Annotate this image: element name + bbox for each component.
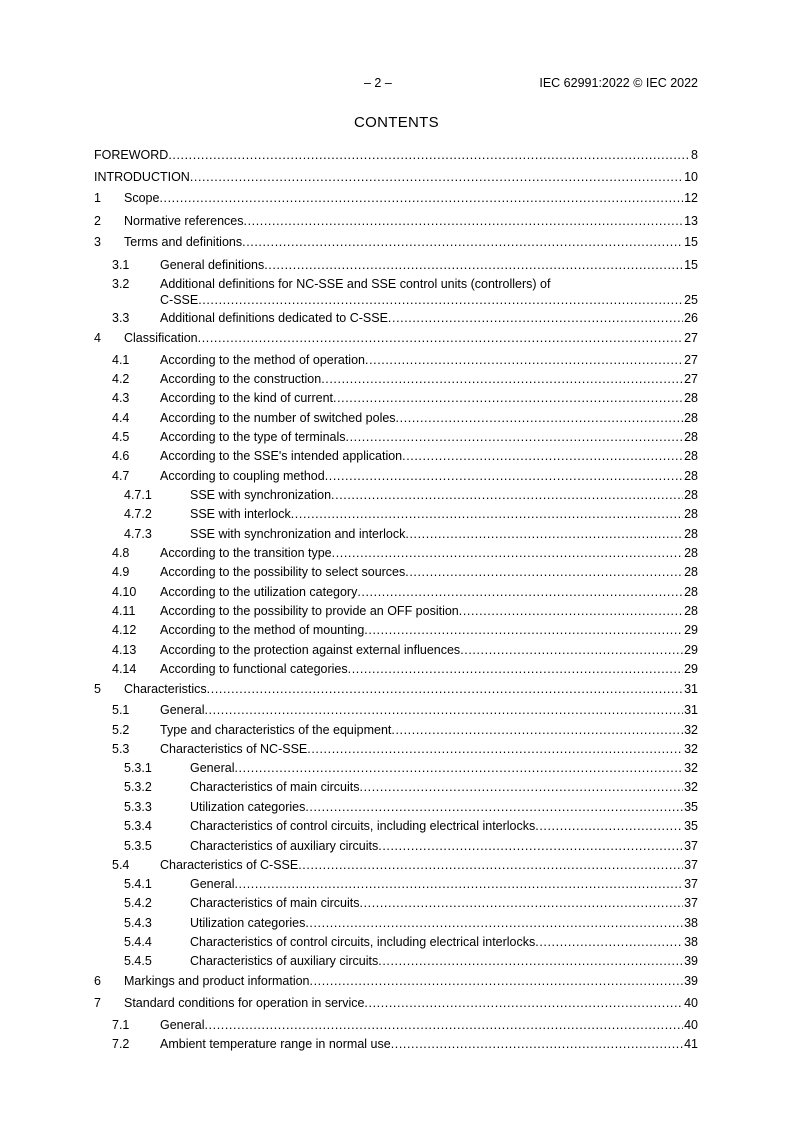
page-header bbox=[0, 76, 793, 92]
toc-entry-title: Characteristics of control circuits, including electrical interlocks bbox=[190, 819, 536, 833]
toc-entry-page: 28 bbox=[684, 411, 698, 425]
dot-leader bbox=[234, 760, 683, 776]
toc-entry-title: According to the protection against external influences bbox=[160, 643, 461, 657]
dot-leader bbox=[333, 390, 683, 406]
toc-entry[interactable] bbox=[94, 352, 698, 368]
toc-entry-page: 27 bbox=[684, 353, 698, 367]
toc-entry-title: According to the method of mounting bbox=[160, 623, 365, 637]
toc-entry-number: 4.6 bbox=[112, 449, 130, 463]
dot-leader bbox=[234, 876, 683, 892]
toc-entry-page: 28 bbox=[684, 527, 698, 541]
toc-entry-title: According to the possibility to select sources bbox=[160, 565, 406, 579]
toc-entry-number: 5.4.3 bbox=[124, 916, 152, 930]
toc-entry-title: Normative references bbox=[124, 214, 244, 228]
toc-entry[interactable] bbox=[94, 681, 698, 697]
dot-leader bbox=[305, 799, 683, 815]
toc-entry-page: 15 bbox=[684, 258, 698, 272]
toc-entry-number: 6 bbox=[94, 974, 101, 988]
toc-entry[interactable] bbox=[94, 330, 698, 346]
toc-entry[interactable] bbox=[94, 213, 698, 229]
toc-entry[interactable] bbox=[94, 818, 698, 834]
toc-entry[interactable] bbox=[94, 779, 698, 795]
toc-entry-number: 4.3 bbox=[112, 391, 130, 405]
toc-entry[interactable] bbox=[94, 1017, 698, 1033]
toc-entry-title: According to functional categories bbox=[160, 662, 348, 676]
dot-leader bbox=[346, 429, 684, 445]
toc-entry-page: 10 bbox=[684, 170, 698, 184]
toc-entry-number: 5.4.4 bbox=[124, 935, 152, 949]
toc-entry-page: 28 bbox=[684, 546, 698, 560]
toc-entry[interactable] bbox=[94, 468, 698, 484]
toc-entry[interactable] bbox=[94, 487, 698, 503]
toc-entry[interactable] bbox=[94, 915, 698, 931]
toc-entry-title: Characteristics of auxiliary circuits bbox=[190, 839, 379, 853]
toc-entry-number: 3 bbox=[94, 235, 101, 249]
toc-entry[interactable] bbox=[94, 390, 698, 406]
dot-leader bbox=[460, 642, 683, 658]
toc-entry-page: 37 bbox=[684, 877, 698, 891]
toc-entry[interactable] bbox=[94, 147, 698, 163]
toc-entry-title: According to the construction bbox=[160, 372, 322, 386]
toc-entry-page: 39 bbox=[684, 974, 698, 988]
toc-entry-page: 37 bbox=[684, 858, 698, 872]
toc-entry-title: Characteristics of C-SSE bbox=[160, 858, 299, 872]
toc-entry-title: C-SSE bbox=[160, 293, 199, 307]
toc-entry-title: SSE with interlock bbox=[190, 507, 291, 521]
dot-leader bbox=[198, 330, 683, 346]
toc-entry-page: 15 bbox=[684, 235, 698, 249]
dot-leader bbox=[244, 213, 684, 229]
toc-entry-page: 32 bbox=[684, 723, 698, 737]
toc-entry-number: 4.7 bbox=[112, 469, 130, 483]
toc-entry-page: 32 bbox=[684, 761, 698, 775]
toc-entry-title: According to the SSE's intended application bbox=[160, 449, 403, 463]
toc-entry-title: Characteristics of main circuits bbox=[190, 780, 360, 794]
toc-entry-page: 28 bbox=[684, 449, 698, 463]
toc-entry-title: Characteristics of auxiliary circuits bbox=[190, 954, 379, 968]
toc-entry[interactable] bbox=[94, 622, 698, 638]
toc-entry-number: 3.2 bbox=[112, 277, 130, 291]
toc-entry-page: 39 bbox=[684, 954, 698, 968]
toc-entry-title: Terms and definitions bbox=[124, 235, 243, 249]
toc-entry-page: 28 bbox=[684, 604, 698, 618]
toc-entry[interactable] bbox=[94, 876, 698, 892]
toc-entry-number: 3.1 bbox=[112, 258, 130, 272]
page-title: CONTENTS bbox=[354, 114, 439, 131]
toc-entry[interactable] bbox=[94, 642, 698, 658]
toc-entry-number: 4 bbox=[94, 331, 101, 345]
toc-entry-number: 5.3.2 bbox=[124, 780, 152, 794]
dot-leader bbox=[357, 584, 683, 600]
toc-entry-number: 7 bbox=[94, 996, 101, 1010]
toc-entry-title: Markings and product information bbox=[124, 974, 310, 988]
toc-entry-number: 4.4 bbox=[112, 411, 130, 425]
toc-entry-title: According to the possibility to provide an OFF position bbox=[160, 604, 459, 618]
toc-entry-title: According to the kind of current bbox=[160, 391, 334, 405]
toc-entry-page: 27 bbox=[684, 331, 698, 345]
dot-leader bbox=[331, 487, 683, 503]
toc-entry-title: According to the number of switched poles bbox=[160, 411, 396, 425]
toc-entry-title: According to coupling method bbox=[160, 469, 325, 483]
toc-entry-number: 5.3.1 bbox=[124, 761, 152, 775]
toc-entry-title: Characteristics of main circuits bbox=[190, 896, 360, 910]
toc-entry-page: 28 bbox=[684, 488, 698, 502]
dot-leader bbox=[459, 603, 683, 619]
toc-entry-page: 28 bbox=[684, 565, 698, 579]
toc-entry[interactable] bbox=[94, 526, 698, 542]
toc-entry-number: 5.4.2 bbox=[124, 896, 152, 910]
toc-entry-page: 38 bbox=[684, 935, 698, 949]
dot-leader bbox=[307, 741, 683, 757]
dot-leader bbox=[402, 448, 683, 464]
dot-leader bbox=[198, 292, 683, 308]
toc-entry[interactable] bbox=[94, 722, 698, 738]
toc-entry[interactable] bbox=[94, 584, 698, 600]
toc-entry[interactable] bbox=[94, 276, 698, 308]
dot-leader bbox=[159, 190, 683, 206]
toc-entry-page: 41 bbox=[684, 1037, 698, 1051]
toc-entry-page: 29 bbox=[684, 643, 698, 657]
dot-leader bbox=[360, 895, 684, 911]
toc-entry-title: Characteristics of control circuits, including electrical interlocks bbox=[190, 935, 536, 949]
toc-entry-page: 28 bbox=[684, 507, 698, 521]
toc-entry-title: Utilization categories bbox=[190, 916, 306, 930]
toc-entry-page: 25 bbox=[684, 293, 698, 307]
toc-entry-title: SSE with synchronization bbox=[190, 488, 332, 502]
dot-leader bbox=[364, 995, 683, 1011]
toc-entry[interactable] bbox=[94, 429, 698, 445]
dot-leader bbox=[391, 1036, 683, 1052]
dot-leader bbox=[291, 506, 683, 522]
toc-entry[interactable] bbox=[94, 190, 698, 206]
dot-leader bbox=[365, 352, 683, 368]
toc-entry-page: 28 bbox=[684, 391, 698, 405]
toc-entry-page: 32 bbox=[684, 780, 698, 794]
toc-entry-title: Classification bbox=[124, 331, 198, 345]
toc-entry-number: 5.3.5 bbox=[124, 839, 152, 853]
toc-entry-title: According to the transition type bbox=[160, 546, 332, 560]
toc-entry-title: Type and characteristics of the equipment bbox=[160, 723, 392, 737]
dot-leader bbox=[168, 147, 690, 163]
toc-entry-page: 29 bbox=[684, 662, 698, 676]
toc-entry-title: Standard conditions for operation in service bbox=[124, 996, 365, 1010]
toc-entry-page: 27 bbox=[684, 372, 698, 386]
toc-entry-page: 35 bbox=[684, 819, 698, 833]
toc-entry[interactable] bbox=[94, 410, 698, 426]
toc-entry-page: 29 bbox=[684, 623, 698, 637]
toc-entry-page: 28 bbox=[684, 469, 698, 483]
toc-entry-page: 31 bbox=[684, 682, 698, 696]
dot-leader bbox=[405, 564, 683, 580]
toc-entry[interactable] bbox=[94, 371, 698, 387]
toc-entry-title: FOREWORD bbox=[94, 148, 169, 162]
toc-entry-page: 26 bbox=[684, 311, 698, 325]
toc-entry[interactable] bbox=[94, 564, 698, 580]
toc-entry-title: General bbox=[160, 1018, 205, 1032]
toc-entry[interactable] bbox=[94, 169, 698, 185]
toc-entry-number: 2 bbox=[94, 214, 101, 228]
toc-entry-number: 4.5 bbox=[112, 430, 130, 444]
toc-entry-page: 31 bbox=[684, 703, 698, 717]
toc-entry-title: Additional definitions dedicated to C-SSE bbox=[160, 311, 388, 325]
toc-entry[interactable] bbox=[94, 838, 698, 854]
toc-entry[interactable] bbox=[94, 506, 698, 522]
toc-entry-number: 4.13 bbox=[112, 643, 137, 657]
toc-entry-page: 38 bbox=[684, 916, 698, 930]
toc-entry[interactable] bbox=[94, 234, 698, 250]
toc-entry[interactable] bbox=[94, 973, 698, 989]
toc-entry-page: 40 bbox=[684, 996, 698, 1010]
toc-entry-number: 5.3 bbox=[112, 742, 130, 756]
dot-leader bbox=[321, 371, 683, 387]
dot-leader bbox=[364, 622, 683, 638]
toc-entry[interactable] bbox=[94, 1036, 698, 1052]
toc-entry-title: According to the type of terminals bbox=[160, 430, 346, 444]
dot-leader bbox=[535, 934, 683, 950]
toc-entry-title: Scope bbox=[124, 191, 160, 205]
dot-leader bbox=[204, 1017, 683, 1033]
dot-leader bbox=[396, 410, 684, 426]
toc-entry-number: 4.9 bbox=[112, 565, 130, 579]
toc-entry-page: 13 bbox=[684, 214, 698, 228]
toc-entry-number: 4.8 bbox=[112, 546, 130, 560]
toc-entry-page: 28 bbox=[684, 430, 698, 444]
dot-leader bbox=[207, 681, 683, 697]
dot-leader bbox=[348, 661, 683, 677]
toc-entry-number: 5.4.5 bbox=[124, 954, 152, 968]
dot-leader bbox=[391, 722, 683, 738]
toc-entry[interactable] bbox=[94, 257, 698, 273]
toc-entry-number: 5.4.1 bbox=[124, 877, 152, 891]
toc-entry-title: Ambient temperature range in normal use bbox=[160, 1037, 391, 1051]
dot-leader bbox=[378, 838, 683, 854]
toc-entry[interactable] bbox=[94, 760, 698, 776]
toc-entry[interactable] bbox=[94, 741, 698, 757]
toc-entry-page: 12 bbox=[684, 191, 698, 205]
toc-entry-number: 5.2 bbox=[112, 723, 130, 737]
toc-entry-number: 7.2 bbox=[112, 1037, 130, 1051]
toc-entry[interactable] bbox=[94, 953, 698, 969]
toc-entry-number: 4.11 bbox=[112, 604, 136, 618]
toc-entry-number: 4.7.2 bbox=[124, 507, 152, 521]
toc-entry[interactable] bbox=[94, 702, 698, 718]
toc-entry-title: INTRODUCTION bbox=[94, 170, 190, 184]
toc-entry[interactable] bbox=[94, 448, 698, 464]
toc-entry[interactable] bbox=[94, 310, 698, 326]
toc-entry-number: 4.2 bbox=[112, 372, 130, 386]
toc-entry-title: General bbox=[190, 761, 235, 775]
toc-entry[interactable] bbox=[94, 603, 698, 619]
toc-entry-title: Utilization categories bbox=[190, 800, 306, 814]
toc-entry-number: 1 bbox=[94, 191, 101, 205]
toc-entry-number: 5.3.4 bbox=[124, 819, 152, 833]
toc-entry[interactable] bbox=[94, 545, 698, 561]
toc-entry[interactable] bbox=[94, 857, 698, 873]
toc-entry-page: 28 bbox=[684, 585, 698, 599]
toc-entry-page: 37 bbox=[684, 839, 698, 853]
toc-entry-title-line: Additional definitions for NC-SSE and SSE control units (controllers) of bbox=[160, 277, 551, 291]
toc-entry-title: Characteristics of NC-SSE bbox=[160, 742, 308, 756]
toc-entry-title: According to the method of operation bbox=[160, 353, 365, 367]
toc-entry[interactable] bbox=[94, 995, 698, 1011]
dot-leader bbox=[378, 953, 683, 969]
toc-entry-number: 5.3.3 bbox=[124, 800, 152, 814]
dot-leader bbox=[405, 526, 683, 542]
toc-entry-number: 4.10 bbox=[112, 585, 137, 599]
toc-entry-page: 40 bbox=[684, 1018, 698, 1032]
dot-leader bbox=[332, 545, 683, 561]
dot-leader bbox=[305, 915, 683, 931]
toc-entry-number: 3.3 bbox=[112, 311, 130, 325]
toc-entry-title: General bbox=[160, 703, 205, 717]
toc-entry-title: Characteristics bbox=[124, 682, 207, 696]
toc-entry[interactable] bbox=[94, 799, 698, 815]
dot-leader bbox=[264, 257, 683, 273]
toc-entry-title: General bbox=[190, 877, 235, 891]
dot-leader bbox=[310, 973, 684, 989]
dot-leader bbox=[360, 779, 684, 795]
toc-entry[interactable] bbox=[94, 934, 698, 950]
toc-entry-page: 8 bbox=[691, 148, 698, 162]
dot-leader bbox=[242, 234, 683, 250]
dot-leader bbox=[298, 857, 683, 873]
toc-entry-title: According to the utilization category bbox=[160, 585, 358, 599]
toc-entry-number: 5.4 bbox=[112, 858, 130, 872]
toc-entry[interactable] bbox=[94, 661, 698, 677]
toc-entry-number: 7.1 bbox=[112, 1018, 130, 1032]
toc-entry-page: 32 bbox=[684, 742, 698, 756]
toc-entry-number: 4.14 bbox=[112, 662, 137, 676]
document-reference: IEC 62991:2022 © IEC 2022 bbox=[539, 76, 698, 90]
dot-leader bbox=[388, 310, 683, 326]
dot-leader bbox=[204, 702, 683, 718]
toc-entry[interactable] bbox=[94, 895, 698, 911]
dot-leader bbox=[190, 169, 683, 185]
toc-entry-number: 4.7.3 bbox=[124, 527, 152, 541]
toc-entry-number: 5.1 bbox=[112, 703, 130, 717]
toc-entry-number: 4.1 bbox=[112, 353, 130, 367]
toc-entry-page: 35 bbox=[684, 800, 698, 814]
toc-entry-number: 5 bbox=[94, 682, 101, 696]
page-number: – 2 – bbox=[364, 76, 392, 90]
toc-entry-title: General definitions bbox=[160, 258, 265, 272]
toc-entry-page: 37 bbox=[684, 896, 698, 910]
toc-entry-title: SSE with synchronization and interlock bbox=[190, 527, 406, 541]
dot-leader bbox=[325, 468, 683, 484]
toc-entry-number: 4.12 bbox=[112, 623, 137, 637]
dot-leader bbox=[535, 818, 683, 834]
toc-entry-number: 4.7.1 bbox=[124, 488, 152, 502]
